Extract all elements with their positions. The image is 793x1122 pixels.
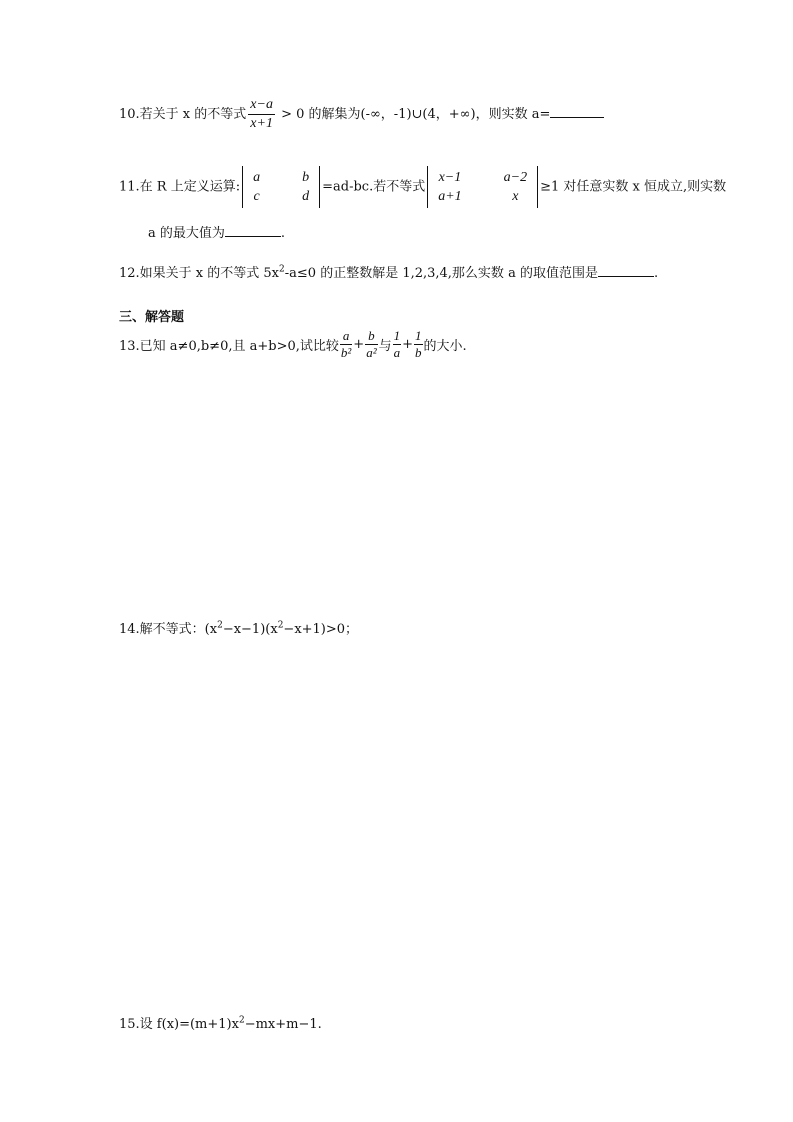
q13-frac-1-over-b: [414, 328, 423, 361]
q13-frac-a-over-b2: [340, 328, 352, 361]
q10-fraction: [248, 96, 275, 133]
det1-b: b: [302, 170, 310, 185]
q15-sup: 2: [238, 1015, 245, 1026]
question-12: [119, 262, 658, 281]
det2-bottom-right: x: [512, 189, 519, 204]
det2-top-left: x−1: [438, 170, 462, 185]
q14-sup2: 2: [277, 620, 284, 631]
q12-sup: 2: [279, 264, 285, 275]
q10-text: > 0 的解集为(-∞，-1)∪(4，+∞)，则实数 a=: [276, 107, 551, 122]
q12-answer-blank: [598, 264, 654, 277]
q12-prefix: 12.如果关于 x 的不等式 5x: [119, 266, 280, 281]
q11-end: .: [280, 226, 286, 241]
q13-plus1: +: [353, 337, 365, 352]
q13-frac-b-over-a2: [365, 328, 377, 361]
q13-frac-1-over-a: [393, 328, 402, 361]
q10-frac-num: x−a: [248, 96, 275, 115]
q13-f2-num: b: [365, 328, 377, 345]
q11-determinant-def: [242, 166, 320, 208]
q13-f4-den: b: [415, 345, 422, 360]
q10-prefix: 10.若关于 x 的不等式: [119, 107, 247, 122]
q13-plus2: +: [402, 337, 414, 352]
q11-line2: a 的最大值为: [148, 226, 225, 241]
q11-answer-blank: [225, 224, 281, 237]
question-11-line2: [148, 222, 285, 241]
q15-text-b: −mx+m−1.: [244, 1017, 322, 1032]
det1-c: c: [253, 189, 260, 204]
q13-prefix: 13.已知 a≠0,b≠0,且 a+b>0,试比较: [119, 339, 339, 354]
det1-a: a: [253, 170, 261, 185]
question-13: [119, 328, 467, 361]
q14-text-c: −x+1)>0；: [283, 622, 359, 637]
question-14: [119, 618, 358, 637]
q13-f2-den: a²: [366, 345, 377, 360]
q13-f3-num: 1: [393, 328, 401, 343]
q14-text-a: 14.解不等式：(x: [119, 622, 218, 637]
q10-frac-den: x+1: [250, 116, 273, 131]
q12-text: -a≤0 的正整数解是 1,2,3,4,那么实数 a 的取值范围是: [284, 266, 598, 281]
q15-text-a: 15.设 f(x)=(m+1)x: [119, 1017, 239, 1032]
q13-f3-den: a: [393, 345, 401, 360]
q11-suffix: ≥1 对任意实数 x 恒成立,则实数: [540, 179, 727, 195]
q14-sup1: 2: [217, 620, 223, 631]
q10-answer-blank: [550, 105, 604, 118]
q13-f1-num: a: [340, 328, 352, 345]
q13-yu: 与: [378, 339, 392, 354]
q13-f1-den: b²: [340, 345, 352, 360]
q13-f4-num: 1: [415, 328, 422, 343]
question-10: [119, 96, 604, 133]
question-15: [119, 1013, 322, 1032]
det1-d: d: [302, 189, 310, 204]
q11-determinant-inequality: [427, 166, 538, 208]
section-heading: 三、解答题: [119, 310, 185, 325]
det2-top-right: a−2: [503, 170, 528, 185]
q12-end: .: [653, 266, 659, 281]
q11-definition: =ad-bc.若不等式: [322, 179, 426, 195]
q11-prefix: 11.在 R 上定义运算:: [119, 179, 241, 195]
q14-text-b: −x−1)(x: [222, 622, 278, 637]
question-11: [119, 166, 726, 208]
det2-bottom-left: a+1: [438, 189, 462, 204]
q13-suffix: 的大小.: [423, 339, 467, 354]
